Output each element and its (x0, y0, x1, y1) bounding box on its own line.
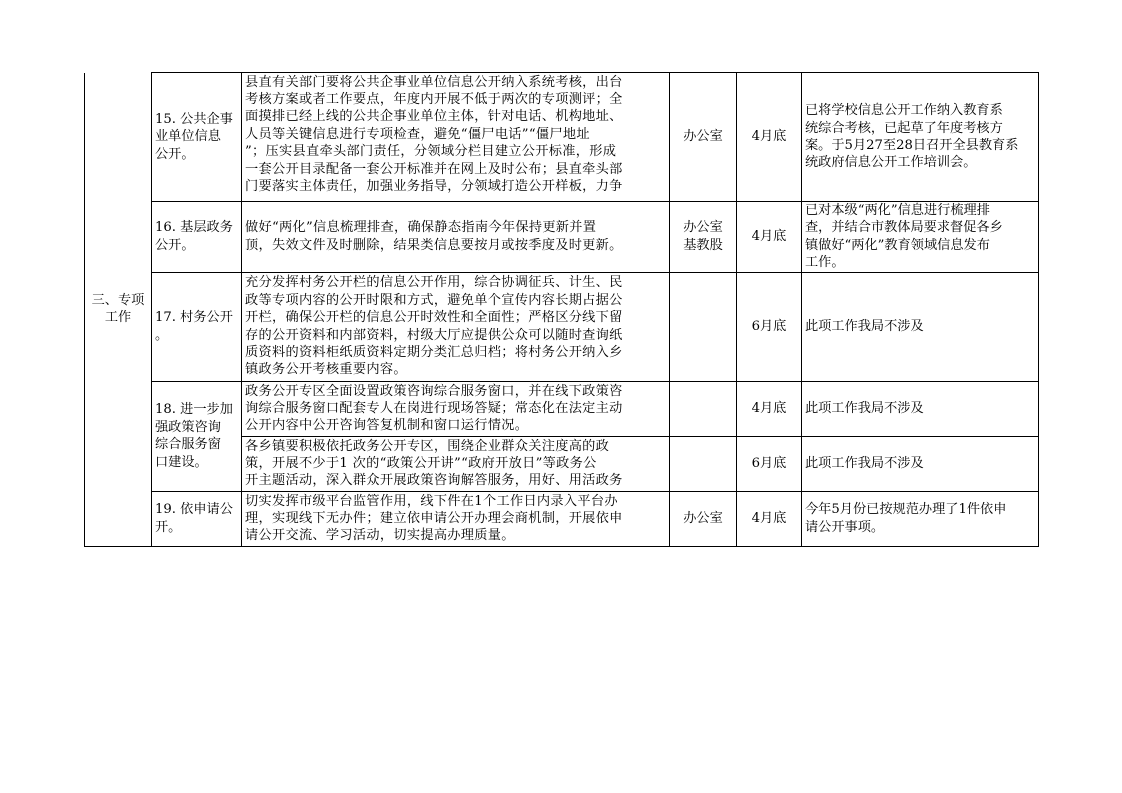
task-cell (242, 202, 670, 273)
department-line: 基教股 (683, 237, 723, 253)
task-cell (242, 436, 670, 491)
table-row (85, 381, 1039, 436)
task-line: 各乡镇要积极依托政务公开专区，围绕企业群众关注度高的政 (245, 438, 610, 454)
work-plan-table (84, 72, 1039, 547)
task-line: 策，开展不少于1 次的“政策公开讲”“政府开放日”等政务公 (245, 455, 597, 471)
deadline-cell: 6月底 (737, 436, 802, 491)
task-line: 切实发挥市级平台监管作用，线下件在1个工作日内录入平台办 (245, 493, 618, 509)
task-line: 开栏，确保公开栏的信息公开时效性和全面性；严格区分线下留 (245, 310, 623, 326)
progress-cell (802, 491, 1039, 546)
category-cell (85, 73, 152, 547)
progress-cell (802, 202, 1039, 273)
task-cell (242, 272, 670, 381)
progress-line: 镇做好“两化”教育领域信息发布 (805, 237, 990, 253)
task-line: 理，实现线下无办件；建立依申请公开办理会商机制，开展依申 (245, 510, 623, 526)
task-line: 充分发挥村务公开栏的信息公开作用，综合协调征兵、计生、民 (245, 275, 623, 291)
task-cell (242, 381, 670, 436)
task-line: 考核方案或者工作要点，年度内开展不低于两次的专项测评；全 (245, 91, 623, 107)
task-line: ”；压实县直牵头部门责任，分领域分栏目建立公开标准，形成 (245, 144, 617, 160)
progress-line: 统政府信息公开工作培训会。 (805, 155, 977, 171)
progress-cell (802, 436, 1039, 491)
department-cell (670, 436, 737, 491)
progress-line: 此项工作我局不涉及 (805, 400, 924, 416)
task-line: 县直有关部门要将公共企事业单位信息公开纳入系统考核，出台 (245, 74, 623, 90)
task-line: 门要落实主体责任，加强业务指导，分领域打造公开样板，力争 (245, 178, 623, 194)
department-cell (670, 202, 737, 273)
department-line: 办公室 (683, 220, 723, 236)
deadline-cell: 4月底 (737, 73, 802, 202)
department-cell (670, 381, 737, 436)
progress-line: 此项工作我局不涉及 (805, 318, 924, 334)
task-cell (242, 491, 670, 546)
task-line: 面摸排已经上线的公共企事业单位主体，针对电话、机构地址、 (245, 109, 623, 125)
item-line: 19. 依申请公 (155, 502, 233, 518)
department-line: 办公室 (683, 510, 723, 526)
progress-line: 已对本级“两化”信息进行梳理排 (805, 203, 990, 218)
progress-line: 已将学校信息公开工作纳入教育系 (805, 103, 1003, 119)
table-row (85, 73, 1039, 202)
item-cell (152, 272, 242, 381)
task-line: 镇政务公开考核重要内容。 (245, 362, 407, 378)
progress-line: 案。于5月27至28日召开全县教育系 (805, 138, 1019, 153)
deadline-cell: 4月底 (737, 381, 802, 436)
progress-line: 此项工作我局不涉及 (805, 455, 924, 471)
task-line: 做好“两化”信息梳理排查，确保静态指南今年保持更新并置 (245, 220, 597, 236)
progress-line: 今年5月份已按规范办理了1件依申 (805, 502, 1007, 518)
task-line: 政务公开专区全面设置政策咨询综合服务窗口，并在线下政策咨 (245, 383, 623, 399)
deadline-cell: 4月底 (737, 202, 802, 273)
item-line: 口建设。 (155, 454, 208, 470)
item-line: 17. 村务公开 (155, 310, 233, 326)
item-cell (152, 491, 242, 546)
deadline-cell: 6月底 (737, 272, 802, 381)
item-line: 公开。 (155, 237, 195, 253)
task-line: 询综合服务窗口配套专人在岗进行现场答疑；常态化在法定主动 (245, 400, 623, 416)
item-line: 16. 基层政务 (155, 220, 233, 236)
task-line: 政等专项内容的公开时限和方式，避免单个宣传内容长期占据公 (245, 292, 623, 308)
task-cell (242, 73, 670, 202)
task-line: 顶，失效文件及时删除，结果类信息要按月或按季度及时更新。 (245, 237, 623, 253)
table-row (85, 202, 1039, 273)
item-line: 强政策咨询 (155, 419, 221, 435)
category-line: 工作 (104, 310, 132, 326)
item-line: 18. 进一步加 (155, 402, 233, 418)
item-line: 15. 公共企事 (155, 111, 233, 127)
item-cell (152, 73, 242, 202)
category-line: 三、专项 (91, 292, 145, 308)
progress-cell (802, 381, 1039, 436)
department-cell (670, 491, 737, 546)
progress-line: 请公开事项。 (805, 519, 885, 535)
task-line: 开主题活动，深入群众开展政策咨询解答服务，用好、用活政务 (245, 473, 623, 489)
task-line: 一套公开目录配备一套公开标准并在网上及时公布；县直牵头部 (245, 161, 623, 177)
item-cell (152, 381, 242, 491)
progress-cell (802, 73, 1039, 202)
task-line: 公开内容中公开咨询答复机制和窗口运行情况。 (245, 418, 529, 434)
task-line: 请公开交流、学习活动，切实提高办理质量。 (245, 528, 515, 544)
table-row (85, 491, 1039, 546)
item-line: 开。 (155, 519, 182, 535)
deadline-cell: 4月底 (737, 491, 802, 546)
task-line: 人员等关键信息进行专项检查，避免“僵尸电话”“僵尸地址 (245, 126, 590, 142)
progress-line: 查，并结合市教体局要求督促各乡 (805, 220, 1003, 236)
item-line: 业单位信息 (155, 129, 221, 145)
item-line: 公开。 (155, 146, 195, 162)
progress-line: 工作。 (805, 255, 845, 271)
department-cell (670, 272, 737, 381)
department-line: 办公室 (683, 129, 723, 145)
task-line: 质资料的资料柜纸质资料定期分类汇总归档；将村务公开纳入乡 (245, 345, 623, 361)
department-cell (670, 73, 737, 202)
table-row (85, 272, 1039, 381)
item-line: 。 (155, 327, 169, 343)
item-cell (152, 202, 242, 273)
task-line: 存的公开资料和内部资料，村级大厅应提供公众可以随时查询纸 (245, 327, 623, 343)
item-line: 综合服务窗 (155, 437, 221, 453)
progress-line: 统综合考核，已起草了年度考核方 (805, 120, 1003, 136)
progress-cell (802, 272, 1039, 381)
